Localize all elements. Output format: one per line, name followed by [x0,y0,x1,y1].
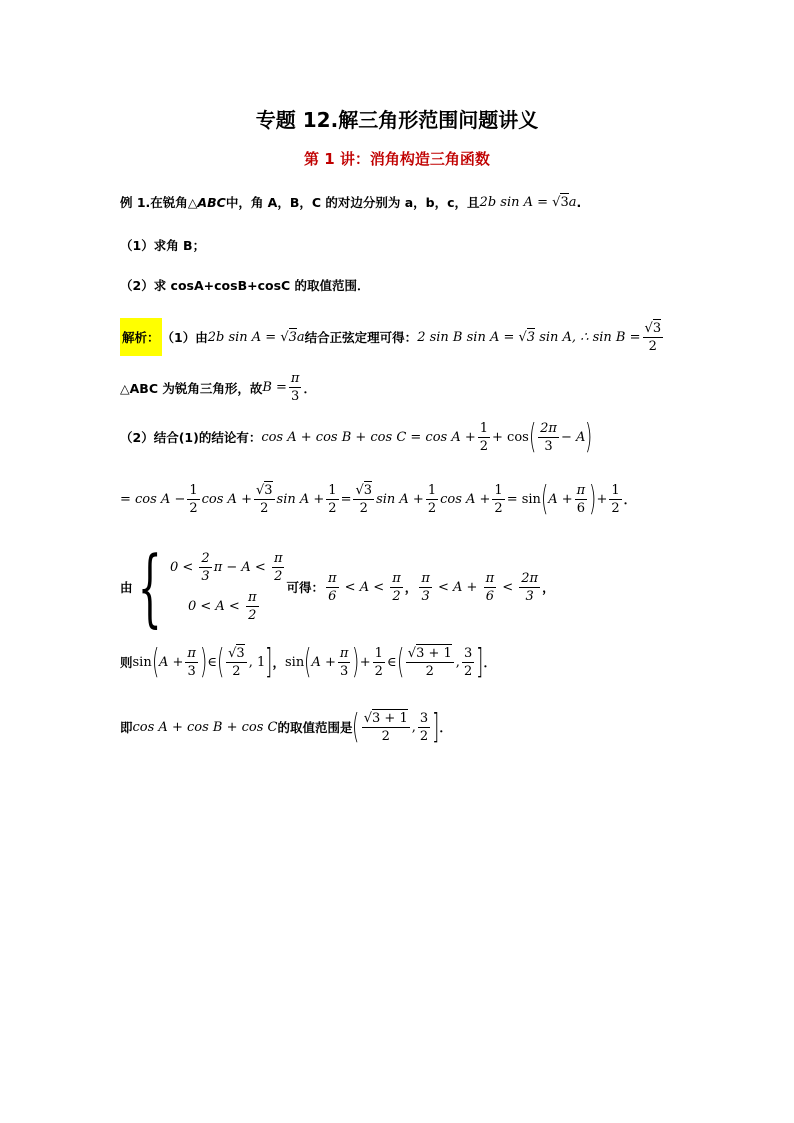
fraction: $\frac{√3}{2}$ [644,320,662,354]
left-brace-icon: { [137,538,162,636]
fraction: $\frac{1}{2}$ [479,420,489,454]
solution-part2: （2）结合(1)的结论有： cos A + cos B + cos C = cos A + $\frac{1}{2}$ + cos ( $\frac{2\pi}{3}$ − A ) [120,417,593,457]
question-1: （1）求角 B； [120,238,206,253]
lecture-subtitle: 第 1 讲：消角构造三角函数 [304,150,490,168]
fraction: $\frac{2\pi}{3}$ [540,420,557,454]
solution-expansion: = cos A − $\frac{1}{2}$ cos A + $\frac{√3}{2}$ sin A + $\frac{1}{2}$ = $\frac{√3}{2}$ sin A + $\frac{1}{2}$ cos A + $\frac{1}{2}$ = sin ( A + $\frac{\pi}{6}$ ) + $\frac{1}{2}$ ． [120,479,637,519]
solution-part1: 解析： （1）由 2b sin A = √3a 结合正弦定理可得： 2 sin B sin A = √3 sin A, ∴ sin B = $\frac{√3}{2}$ [120,318,665,356]
solution-angle-b: △ABC 为锐角三角形，故 B = $\frac{\pi}{3}$ ． [120,371,316,404]
fraction: $\frac{\pi}{3}$ [290,371,300,404]
question-2: （2）求 cosA+cosB+cosC 的取值范围． [120,278,370,293]
condition-formula: 2b sin A = √3a [479,194,577,210]
final-answer: 即 cos A + cos B + cos C 的取值范围是 ( $\frac{√3 + 1}{2}$ , $\frac{3}{2}$ ] ． [120,707,452,747]
page-title: 专题 12.解三角形范围问题讲义 [255,108,539,132]
solution-label: 解析： [120,318,162,356]
example-statement: 例 1.在锐角 △ABC 中，角 A，B，C 的对边分别为 a，b，c，且 2b sin A = √3a . [120,194,582,210]
inequality-system: 由 { 0 < $\frac{2}{3}$ π − A < $\frac{\pi}{2}$ 0 < A < $\frac{\pi}{2}$ 可得： $\frac{\pi}{6}$ < A < $\frac{\pi}{2}$ ， $\frac{\pi}{3}$ < A + $\frac{\pi}{6}$ < $\frac{2\pi}{3}$ ， [120,538,555,636]
sine-range: 则 sin ( A + $\frac{\pi}{3}$ ) ∈ ( $\frac{√3}{2}$ , 1 ] ， sin ( A + $\frac{\pi}{3}$ ) + $\frac{1}{2}$ ∈ ( $\frac{√3 + 1}{2}$ , $\frac{3}{2}$ ] ． [120,642,496,682]
